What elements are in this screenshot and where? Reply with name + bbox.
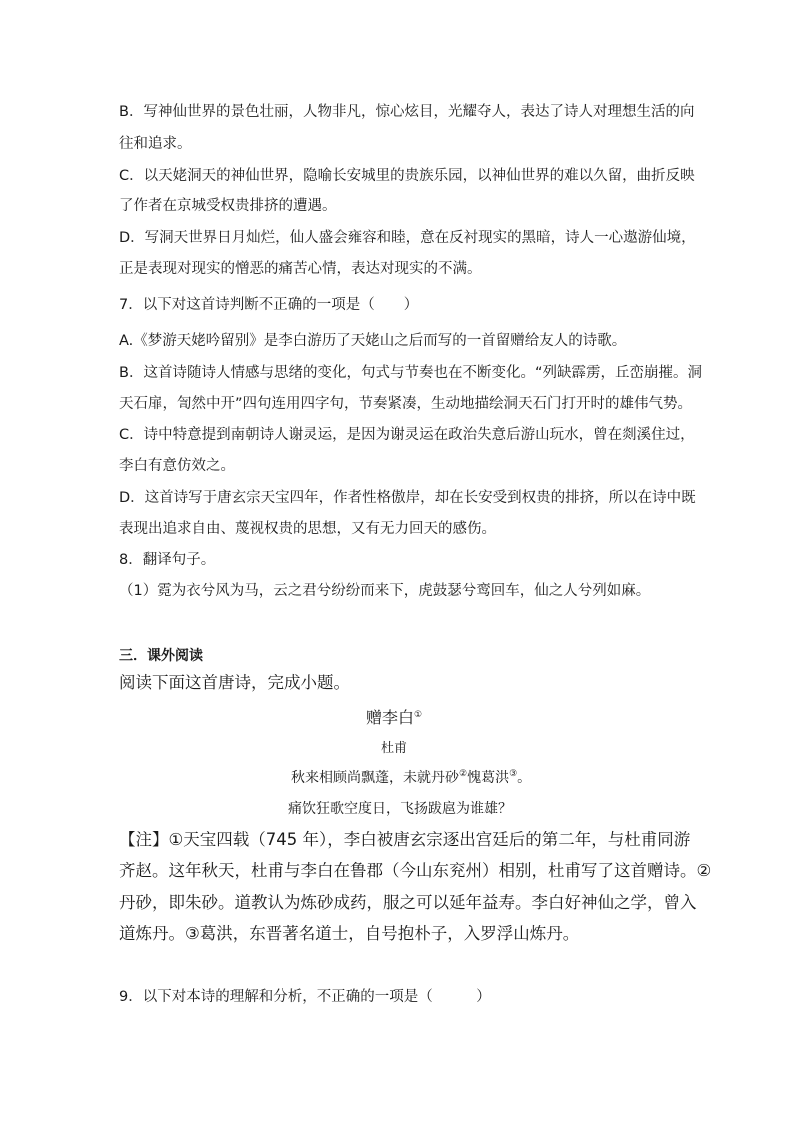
poem-line-1-part-3: 。 bbox=[517, 770, 532, 786]
note-line-3: 丹砂，即朱砂。道教认为炼砂成药，服之可以延年益寿。李白好神仙之学，曾入 bbox=[119, 893, 697, 912]
note-line-1: 【注】①天宝四载（745 年），李白被唐玄宗逐出宫廷后的第二年，与杜甫同游 bbox=[119, 830, 691, 849]
q6-option-b-line1: B．写神仙世界的景色壮丽，人物非凡，惊心炫目，光耀夺人，表达了诗人对理想生活的向 bbox=[119, 104, 695, 120]
q7-option-a: A.《梦游天姥吟留别》是李白游历了天姥山之后而写的一首留赠给友人的诗歌。 bbox=[119, 333, 627, 349]
section-3-heading: 三．课外阅读 bbox=[119, 648, 203, 664]
q9-stem: 9．以下对本诗的理解和分析，不正确的一项是（ ） bbox=[119, 989, 491, 1005]
poem-title bbox=[366, 705, 422, 728]
q7-option-b-line2: 天石扉，訇然中开”四句连用四字句，节奏紧凑，生动地描绘洞天石门打开时的雄伟气势。 bbox=[119, 396, 693, 412]
q6-option-c-line1: C．以天姥洞天的神仙世界，隐喻长安城里的贵族乐园，以神仙世界的难以久留，曲折反映 bbox=[119, 168, 695, 184]
q8-stem: 8．翻译句子。 bbox=[119, 552, 216, 568]
poem-note-marker-3: ③ bbox=[509, 769, 518, 779]
poem-line-1 bbox=[291, 767, 531, 787]
poem-author: 杜甫 bbox=[381, 741, 408, 756]
poem-line-1-part-1: 秋来相顾尚飘蓬，未就丹砂 bbox=[291, 770, 459, 786]
q6-option-c-line2: 了作者在京城受权贵排挤的遭遇。 bbox=[119, 198, 337, 214]
poem-title-text: 赠李白 bbox=[366, 708, 415, 727]
poem-note-marker-2: ② bbox=[459, 769, 468, 779]
q7-option-b-line1: B．这首诗随诗人情感与思绪的变化，句式与节奏也在不断变化。“列缺霹雳，丘峦崩摧。洞 bbox=[119, 365, 702, 381]
q7-option-d-line2: 表现出追求自由、蔑视权贵的思想，又有无力回天的感伤。 bbox=[119, 521, 496, 537]
q7-stem: 7．以下对这首诗判断不正确的一项是（ ） bbox=[119, 297, 419, 313]
q6-option-d-line2: 正是表现对现实的憎恶的痛苦心情，表达对现实的不满。 bbox=[119, 261, 482, 277]
q7-option-d-line1: D．这首诗写于唐玄宗天宝四年，作者性格傲岸，却在长安受到权贵的排挤，所以在诗中既 bbox=[119, 490, 696, 506]
q8-item-1: （1）霓为衣兮风为马，云之君兮纷纷而来下，虎鼓瑟兮鸾回车，仙之人兮列如麻。 bbox=[119, 583, 651, 599]
note-line-2: 齐赵。这年秋天，杜甫与李白在鲁郡（今山东兖州）相别，杜甫写了这首赠诗。② bbox=[119, 861, 712, 880]
poem-title-note-marker: ① bbox=[414, 710, 423, 720]
poem-line-1-part-2: 愧葛洪 bbox=[467, 770, 510, 786]
note-line-4: 道炼丹。③葛洪，东晋著名道士，自号抱朴子，入罗浮山炼丹。 bbox=[119, 924, 580, 943]
q6-option-b-line2: 往和追求。 bbox=[119, 136, 192, 152]
q7-option-c-line1: C．诗中特意提到南朝诗人谢灵运，是因为谢灵运在政治失意后游山玩水，曾在剡溪住过， bbox=[119, 427, 695, 443]
q7-option-c-line2: 李白有意仿效之。 bbox=[119, 458, 235, 474]
q6-option-d-line1: D．写洞天世界日月灿烂，仙人盛会雍容和睦，意在反衬现实的黑暗，诗人一心遨游仙境， bbox=[119, 230, 696, 246]
section-3-intro: 阅读下面这首唐诗，完成小题。 bbox=[119, 673, 350, 692]
poem-line-2: 痛饮狂歌空度日，飞扬跋扈为谁雄？ bbox=[288, 801, 512, 817]
